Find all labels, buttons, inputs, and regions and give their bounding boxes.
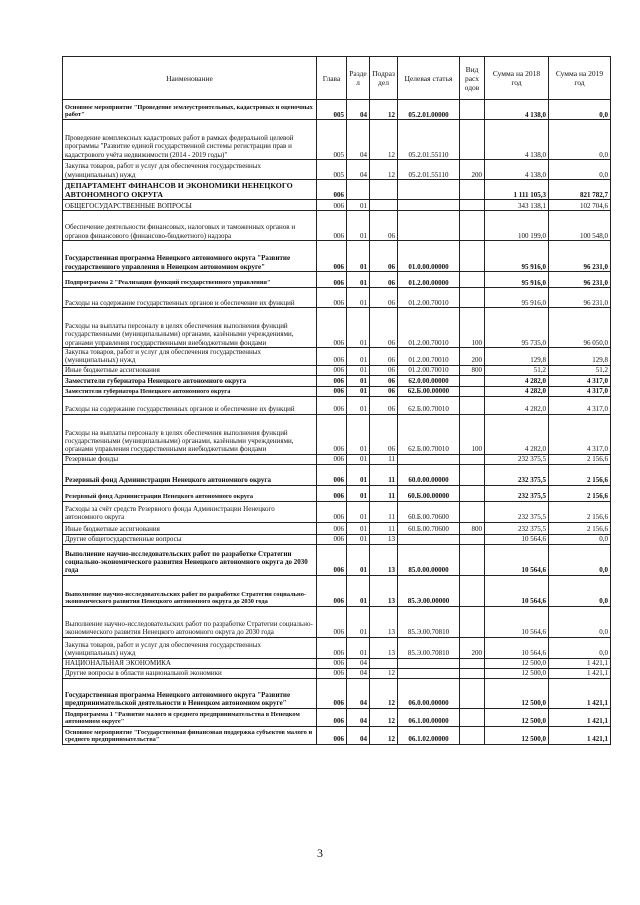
row-expense-type-cell — [460, 200, 485, 211]
row-razdel-cell: 04 — [347, 668, 370, 678]
page-number: 3 — [317, 846, 323, 860]
row-glava-cell: 006 — [317, 726, 347, 744]
row-razdel-cell: 01 — [347, 288, 370, 308]
table-row — [63, 544, 611, 575]
row-podrazdel-cell: 11 — [370, 485, 398, 501]
row-expense-type-cell: 100 — [460, 308, 485, 348]
row-sum-2019-cell: 0,0 — [549, 100, 611, 120]
table-row — [63, 522, 611, 534]
row-podrazdel-cell: 13 — [370, 606, 398, 637]
row-glava-cell: 006 — [317, 348, 347, 366]
row-target-article-cell — [398, 180, 460, 200]
header-name: Наименование — [63, 57, 317, 100]
row-glava-cell: 006 — [317, 272, 347, 288]
row-razdel-cell: 01 — [347, 454, 370, 464]
row-glava-cell: 006 — [317, 211, 347, 241]
row-sum-2019-cell: 96 231,0 — [549, 272, 611, 288]
row-name-cell: Резервный фонд Администрации Ненецкого автономного округа — [63, 464, 317, 485]
row-sum-2018-cell: 232 375,5 — [485, 522, 549, 534]
row-razdel-cell: 01 — [347, 522, 370, 534]
row-glava-cell: 006 — [317, 365, 347, 375]
row-podrazdel-cell: 06 — [370, 386, 398, 396]
row-razdel-cell: 04 — [347, 658, 370, 668]
row-razdel-cell: 04 — [347, 100, 370, 120]
row-sum-2019-cell: 4 317,0 — [549, 396, 611, 414]
row-sum-2018-cell: 95 916,0 — [485, 241, 549, 272]
row-razdel-cell: 04 — [347, 120, 370, 160]
table-row — [63, 575, 611, 606]
table-row — [63, 606, 611, 637]
row-target-article-cell: 85.0.00.00000 — [398, 544, 460, 575]
row-podrazdel-cell: 06 — [370, 396, 398, 414]
row-sum-2018-cell: 232 375,5 — [485, 485, 549, 501]
row-razdel-cell: 01 — [347, 375, 370, 386]
table-row — [63, 160, 611, 180]
row-name-cell: Другие вопросы в области национальной экономики — [63, 668, 317, 678]
row-razdel-cell: 01 — [347, 544, 370, 575]
row-glava-cell: 006 — [317, 180, 347, 200]
row-name-cell: Обеспечение деятельности финансовых, налоговых и таможенных органов и органов финансового (финансово-бюджетного) надзора — [63, 211, 317, 241]
header-target-article: Целевая статья — [398, 57, 460, 100]
table-row — [63, 200, 611, 211]
row-expense-type-cell: 800 — [460, 522, 485, 534]
row-glava-cell: 006 — [317, 522, 347, 534]
row-name-cell: Расходы за счёт средств Резервного фонда Администрации Ненецкого автономного округа — [63, 501, 317, 522]
table-row — [63, 241, 611, 272]
row-name-cell: ДЕПАРТАМЕНТ ФИНАНСОВ И ЭКОНОМИКИ НЕНЕЦКОГО АВТОНОМНОГО ОКРУГА — [63, 180, 317, 200]
table-row — [63, 100, 611, 120]
row-sum-2018-cell: 232 375,5 — [485, 454, 549, 464]
row-podrazdel-cell: 13 — [370, 544, 398, 575]
row-sum-2018-cell: 4 138,0 — [485, 100, 549, 120]
row-podrazdel-cell: 06 — [370, 348, 398, 366]
header-podrazdel: Подраз дел — [370, 57, 398, 100]
row-target-article-cell — [398, 454, 460, 464]
row-glava-cell: 006 — [317, 386, 347, 396]
row-name-cell: Закупка товаров, работ и услуг для обеспечения государственных (муниципальных) нужд — [63, 348, 317, 366]
table-row — [63, 211, 611, 241]
row-podrazdel-cell: 06 — [370, 211, 398, 241]
row-razdel-cell: 01 — [347, 348, 370, 366]
row-glava-cell: 006 — [317, 308, 347, 348]
row-razdel-cell: 01 — [347, 386, 370, 396]
row-sum-2018-cell: 10 564,6 — [485, 575, 549, 606]
row-expense-type-cell: 200 — [460, 160, 485, 180]
row-name-cell: Расходы на содержание государственных органов и обеспечение их функций — [63, 396, 317, 414]
budget-table — [62, 56, 611, 745]
row-expense-type-cell — [460, 668, 485, 678]
row-razdel-cell: 04 — [347, 726, 370, 744]
row-target-article-cell: 06.1.00.00000 — [398, 708, 460, 726]
row-podrazdel-cell: 13 — [370, 575, 398, 606]
row-sum-2018-cell: 100 199,0 — [485, 211, 549, 241]
row-razdel-cell: 01 — [347, 365, 370, 375]
row-podrazdel-cell: 12 — [370, 668, 398, 678]
row-expense-type-cell: 200 — [460, 637, 485, 658]
row-glava-cell: 005 — [317, 160, 347, 180]
row-glava-cell: 006 — [317, 606, 347, 637]
row-target-article-cell: 85.Э.00.70810 — [398, 637, 460, 658]
row-sum-2018-cell: 10 564,6 — [485, 606, 549, 637]
row-razdel-cell: 01 — [347, 534, 370, 544]
row-target-article-cell: 62.0.00.00000 — [398, 375, 460, 386]
row-sum-2019-cell: 2 156,6 — [549, 485, 611, 501]
row-sum-2019-cell: 0,0 — [549, 160, 611, 180]
row-sum-2018-cell: 95 916,0 — [485, 272, 549, 288]
table-row — [63, 708, 611, 726]
row-razdel-cell: 01 — [347, 575, 370, 606]
row-target-article-cell: 01.2.00.70010 — [398, 308, 460, 348]
row-target-article-cell — [398, 668, 460, 678]
row-sum-2019-cell: 821 782,7 — [549, 180, 611, 200]
table-body — [63, 100, 611, 745]
row-name-cell: Основное мероприятие "Проведение землеустроительных, кадастровых и оценочных работ" — [63, 100, 317, 120]
row-expense-type-cell — [460, 386, 485, 396]
row-expense-type-cell — [460, 120, 485, 160]
row-expense-type-cell — [460, 241, 485, 272]
row-glava-cell: 006 — [317, 485, 347, 501]
row-name-cell: Подпрограмма 1 "Развитие малого и среднего предпринимательства в Ненецком автономном округе" — [63, 708, 317, 726]
row-sum-2019-cell: 96 050,0 — [549, 308, 611, 348]
row-razdel-cell: 01 — [347, 637, 370, 658]
row-expense-type-cell — [460, 272, 485, 288]
budget-table-sheet — [62, 56, 610, 745]
row-name-cell: НАЦИОНАЛЬНАЯ ЭКОНОМИКА — [63, 658, 317, 668]
row-target-article-cell: 01.2.00.70010 — [398, 288, 460, 308]
row-expense-type-cell — [460, 454, 485, 464]
row-sum-2019-cell: 1 421,1 — [549, 658, 611, 668]
row-podrazdel-cell — [370, 180, 398, 200]
row-name-cell: Закупка товаров, работ и услуг для обеспечения государственных (муниципальных) нужд — [63, 637, 317, 658]
row-razdel-cell: 01 — [347, 501, 370, 522]
row-sum-2019-cell: 1 421,1 — [549, 668, 611, 678]
row-expense-type-cell — [460, 658, 485, 668]
row-podrazdel-cell: 06 — [370, 375, 398, 386]
row-expense-type-cell: 200 — [460, 348, 485, 366]
row-sum-2018-cell: 129,8 — [485, 348, 549, 366]
row-expense-type-cell — [460, 485, 485, 501]
header-sum-2018: Сумма на 2018 год — [485, 57, 549, 100]
row-podrazdel-cell: 11 — [370, 454, 398, 464]
row-sum-2018-cell: 12 500,0 — [485, 658, 549, 668]
row-sum-2019-cell: 2 156,6 — [549, 454, 611, 464]
header-glava: Глава — [317, 57, 347, 100]
row-sum-2019-cell: 0,0 — [549, 534, 611, 544]
row-name-cell: Выполнение научно-исследовательских работ по разработке Стратегии социально-экономического развития Ненецкого автономного округа до 2030 года — [63, 606, 317, 637]
row-target-article-cell — [398, 658, 460, 668]
row-target-article-cell: 05.2.01.55110 — [398, 120, 460, 160]
row-sum-2018-cell: 10 564,6 — [485, 534, 549, 544]
row-sum-2018-cell: 4 282,0 — [485, 396, 549, 414]
table-row — [63, 668, 611, 678]
table-row — [63, 180, 611, 200]
row-podrazdel-cell: 12 — [370, 678, 398, 708]
table-row — [63, 485, 611, 501]
table-row — [63, 464, 611, 485]
header-razdel: Разде л — [347, 57, 370, 100]
row-name-cell: Подпрограмма 2 "Реализация функций государственного управления" — [63, 272, 317, 288]
row-target-article-cell: 85.Э.00.70810 — [398, 606, 460, 637]
row-target-article-cell: 62.Б.00.70010 — [398, 396, 460, 414]
row-podrazdel-cell: 06 — [370, 288, 398, 308]
row-sum-2019-cell: 0,0 — [549, 120, 611, 160]
row-expense-type-cell — [460, 501, 485, 522]
row-name-cell: Заместители губернатора Ненецкого автономного округа — [63, 386, 317, 396]
row-podrazdel-cell: 06 — [370, 365, 398, 375]
row-target-article-cell: 60.Б.00.00000 — [398, 485, 460, 501]
row-glava-cell: 006 — [317, 658, 347, 668]
table-row — [63, 375, 611, 386]
row-sum-2019-cell: 51,2 — [549, 365, 611, 375]
row-razdel-cell: 04 — [347, 160, 370, 180]
row-expense-type-cell — [460, 375, 485, 386]
row-sum-2018-cell: 343 138,1 — [485, 200, 549, 211]
row-glava-cell: 006 — [317, 575, 347, 606]
row-expense-type-cell: 800 — [460, 365, 485, 375]
row-glava-cell: 006 — [317, 678, 347, 708]
row-razdel-cell: 01 — [347, 414, 370, 454]
row-razdel-cell: 01 — [347, 485, 370, 501]
table-row — [63, 386, 611, 396]
table-row — [63, 637, 611, 658]
table-row — [63, 678, 611, 708]
row-podrazdel-cell: 12 — [370, 120, 398, 160]
row-expense-type-cell — [460, 464, 485, 485]
row-expense-type-cell — [460, 678, 485, 708]
table-row — [63, 396, 611, 414]
table-row — [63, 534, 611, 544]
row-sum-2019-cell: 4 317,0 — [549, 375, 611, 386]
row-glava-cell: 006 — [317, 544, 347, 575]
row-podrazdel-cell: 11 — [370, 522, 398, 534]
row-expense-type-cell — [460, 544, 485, 575]
row-name-cell: Иные бюджетные ассигнования — [63, 522, 317, 534]
row-target-article-cell: 62.Б.00.70010 — [398, 414, 460, 454]
table-row — [63, 414, 611, 454]
row-target-article-cell: 01.2.00.00000 — [398, 272, 460, 288]
row-target-article-cell: 06.1.02.00000 — [398, 726, 460, 744]
row-sum-2019-cell: 0,0 — [549, 606, 611, 637]
row-glava-cell: 006 — [317, 534, 347, 544]
row-sum-2018-cell: 95 916,0 — [485, 288, 549, 308]
row-sum-2018-cell: 232 375,5 — [485, 501, 549, 522]
row-expense-type-cell — [460, 100, 485, 120]
row-name-cell: Иные бюджетные ассигнования — [63, 365, 317, 375]
row-podrazdel-cell: 13 — [370, 534, 398, 544]
row-sum-2019-cell: 1 421,1 — [549, 708, 611, 726]
row-glava-cell: 006 — [317, 708, 347, 726]
row-sum-2019-cell: 100 548,0 — [549, 211, 611, 241]
row-sum-2018-cell: 12 500,0 — [485, 726, 549, 744]
row-sum-2019-cell: 0,0 — [549, 544, 611, 575]
row-target-article-cell — [398, 200, 460, 211]
row-glava-cell: 006 — [317, 241, 347, 272]
row-target-article-cell: 01.0.00.00000 — [398, 241, 460, 272]
row-glava-cell: 005 — [317, 120, 347, 160]
row-target-article-cell — [398, 211, 460, 241]
row-name-cell: ОБЩЕГОСУДАРСТВЕННЫЕ ВОПРОСЫ — [63, 200, 317, 211]
row-name-cell: Заместители губернатора Ненецкого автономного округа — [63, 375, 317, 386]
row-target-article-cell: 06.0.00.00000 — [398, 678, 460, 708]
row-razdel-cell: 04 — [347, 708, 370, 726]
row-razdel-cell: 01 — [347, 308, 370, 348]
row-expense-type-cell — [460, 288, 485, 308]
row-name-cell: Выполнение научно-исследовательских работ по разработке Стратегии социально-экономического развития Ненецкого автономного округа до 2030 года — [63, 575, 317, 606]
row-expense-type-cell — [460, 708, 485, 726]
row-expense-type-cell — [460, 726, 485, 744]
row-glava-cell: 006 — [317, 464, 347, 485]
row-target-article-cell: 01.2.00.70010 — [398, 365, 460, 375]
row-sum-2019-cell: 0,0 — [549, 575, 611, 606]
row-podrazdel-cell: 06 — [370, 308, 398, 348]
row-sum-2019-cell: 2 156,6 — [549, 464, 611, 485]
table-row — [63, 308, 611, 348]
row-name-cell: Резервный фонд Администрации Ненецкого автономного округа — [63, 485, 317, 501]
row-target-article-cell: 85.Э.00.00000 — [398, 575, 460, 606]
row-sum-2018-cell: 10 564,6 — [485, 637, 549, 658]
row-target-article-cell: 60.Б.00.70600 — [398, 522, 460, 534]
row-name-cell: Основное мероприятие "Государственная финансовая поддержка субъектов малого и среднего предпринимательства" — [63, 726, 317, 744]
row-name-cell: Расходы на выплаты персоналу в целях обеспечения выполнения функций государственными (муниципальными) органами, казёнными учреждениями, органами управления государственными внебюджетными фондами — [63, 308, 317, 348]
row-target-article-cell: 60.0.00.00000 — [398, 464, 460, 485]
row-name-cell: Государственная программа Ненецкого автономного округа "Развитие государственного управления в Ненецком автономном округе" — [63, 241, 317, 272]
row-sum-2019-cell: 1 421,1 — [549, 678, 611, 708]
row-sum-2018-cell: 10 564,6 — [485, 544, 549, 575]
row-expense-type-cell — [460, 211, 485, 241]
row-sum-2019-cell: 0,0 — [549, 637, 611, 658]
row-sum-2018-cell: 12 500,0 — [485, 708, 549, 726]
row-name-cell: Другие общегосударственные вопросы — [63, 534, 317, 544]
row-sum-2018-cell: 4 138,0 — [485, 160, 549, 180]
row-razdel-cell: 01 — [347, 241, 370, 272]
row-expense-type-cell — [460, 534, 485, 544]
row-target-article-cell: 60.Б.00.70600 — [398, 501, 460, 522]
row-sum-2018-cell: 4 282,0 — [485, 414, 549, 454]
row-podrazdel-cell: 06 — [370, 414, 398, 454]
row-glava-cell: 006 — [317, 454, 347, 464]
row-sum-2018-cell: 232 375,5 — [485, 464, 549, 485]
row-expense-type-cell — [460, 575, 485, 606]
row-razdel-cell: 01 — [347, 200, 370, 211]
row-razdel-cell: 01 — [347, 464, 370, 485]
row-podrazdel-cell: 13 — [370, 637, 398, 658]
row-podrazdel-cell: 12 — [370, 726, 398, 744]
row-razdel-cell: 01 — [347, 211, 370, 241]
table-row — [63, 272, 611, 288]
row-sum-2018-cell: 51,2 — [485, 365, 549, 375]
row-razdel-cell: 01 — [347, 606, 370, 637]
row-expense-type-cell — [460, 180, 485, 200]
row-glava-cell: 006 — [317, 375, 347, 386]
table-row — [63, 288, 611, 308]
row-glava-cell: 005 — [317, 100, 347, 120]
row-sum-2019-cell: 102 704,6 — [549, 200, 611, 211]
table-row — [63, 658, 611, 668]
row-podrazdel-cell: 12 — [370, 160, 398, 180]
table-row — [63, 454, 611, 464]
row-name-cell: Государственная программа Ненецкого автономного округа "Развитие предпринимательской деятельности в Ненецком автономном округе" — [63, 678, 317, 708]
row-expense-type-cell — [460, 396, 485, 414]
row-glava-cell: 006 — [317, 200, 347, 211]
row-expense-type-cell — [460, 606, 485, 637]
row-name-cell: Проведение комплексных кадастровых работ в рамках федеральной целевой программы "Развитие единой государственной системы регистрации прав и кадастрового учёта недвижимости (2014 - 2019 годы)" — [63, 120, 317, 160]
row-glava-cell: 006 — [317, 396, 347, 414]
row-target-article-cell: 01.2.00.70010 — [398, 348, 460, 366]
row-name-cell: Расходы на выплаты персоналу в целях обеспечения выполнения функций государственными (муниципальными) органами, казёнными учреждениями, органами управления государственными внебюджетными фондами — [63, 414, 317, 454]
row-target-article-cell: 62.Б.00.00000 — [398, 386, 460, 396]
row-sum-2019-cell: 129,8 — [549, 348, 611, 366]
header-sum-2019: Сумма на 2019 год — [549, 57, 611, 100]
row-sum-2018-cell: 4 282,0 — [485, 386, 549, 396]
table-row — [63, 365, 611, 375]
row-name-cell: Резервные фонды — [63, 454, 317, 464]
row-razdel-cell: 01 — [347, 272, 370, 288]
row-podrazdel-cell: 12 — [370, 708, 398, 726]
row-podrazdel-cell — [370, 200, 398, 211]
row-podrazdel-cell: 12 — [370, 100, 398, 120]
row-razdel-cell: 04 — [347, 678, 370, 708]
row-target-article-cell: 05.2.01.00000 — [398, 100, 460, 120]
row-podrazdel-cell — [370, 658, 398, 668]
row-glava-cell: 006 — [317, 414, 347, 454]
row-expense-type-cell: 100 — [460, 414, 485, 454]
table-header-row — [63, 57, 611, 100]
row-podrazdel-cell: 06 — [370, 272, 398, 288]
row-sum-2018-cell: 95 735,0 — [485, 308, 549, 348]
row-sum-2018-cell: 1 111 105,3 — [485, 180, 549, 200]
row-name-cell: Выполнение научно-исследовательских работ по разработке Стратегии социально-экономического развития Ненецкого автономного округа до 2030 года — [63, 544, 317, 575]
row-glava-cell: 006 — [317, 637, 347, 658]
row-name-cell: Расходы на содержание государственных органов и обеспечение их функций — [63, 288, 317, 308]
table-row — [63, 726, 611, 744]
row-sum-2018-cell: 12 500,0 — [485, 668, 549, 678]
row-sum-2019-cell: 1 421,1 — [549, 726, 611, 744]
row-sum-2018-cell: 12 500,0 — [485, 678, 549, 708]
table-row — [63, 348, 611, 366]
row-sum-2019-cell: 4 317,0 — [549, 386, 611, 396]
row-name-cell: Закупка товаров, работ и услуг для обеспечения государственных (муниципальных) нужд — [63, 160, 317, 180]
table-row — [63, 501, 611, 522]
table-row — [63, 120, 611, 160]
row-glava-cell: 006 — [317, 501, 347, 522]
row-target-article-cell — [398, 534, 460, 544]
row-podrazdel-cell: 11 — [370, 464, 398, 485]
row-glava-cell: 006 — [317, 288, 347, 308]
row-target-article-cell: 05.2.01.55110 — [398, 160, 460, 180]
row-podrazdel-cell: 11 — [370, 501, 398, 522]
row-glava-cell: 006 — [317, 668, 347, 678]
row-sum-2019-cell: 2 156,6 — [549, 501, 611, 522]
row-sum-2019-cell: 2 156,6 — [549, 522, 611, 534]
row-podrazdel-cell: 06 — [370, 241, 398, 272]
row-sum-2018-cell: 4 138,0 — [485, 120, 549, 160]
row-sum-2019-cell: 4 317,0 — [549, 414, 611, 454]
row-razdel-cell: 01 — [347, 396, 370, 414]
row-sum-2019-cell: 96 231,0 — [549, 241, 611, 272]
row-razdel-cell — [347, 180, 370, 200]
row-sum-2019-cell: 96 231,0 — [549, 288, 611, 308]
row-sum-2018-cell: 4 282,0 — [485, 375, 549, 386]
header-expense-type: Вид расх одов — [460, 57, 485, 100]
